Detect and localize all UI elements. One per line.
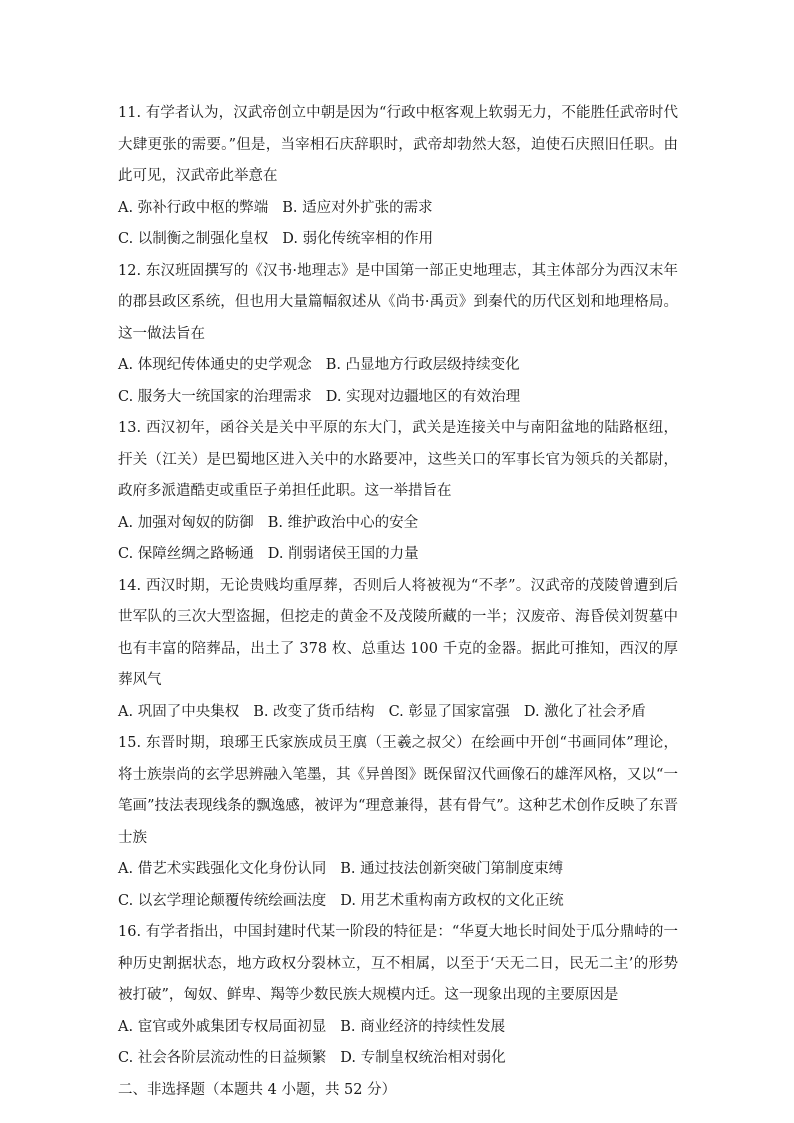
question-stem: 15. 东晋时期，琅琊王氏家族成员王廙（王羲之叔父）在绘画中开创“书画同体”理论，将士族崇尚的玄学思辨融入笔墨，其《异兽图》既保留汉代画像石的雄浑风格，又以“一笔画”技法表现线条的飘逸感，被评为“理意兼得，甚有骨气”。这种艺术创作反映了东晋士族 <box>118 735 678 846</box>
option-d: D. 削弱诸侯王国的力量 <box>267 546 419 562</box>
option-b: B. 改变了货币结构 <box>253 703 375 720</box>
question-stem: 13. 西汉初年，函谷关是关中平原的东大门，武关是连接关中与南阳盆地的陆路枢纽，扞关（江关）是巴蜀地区进入关中的水路要冲，这些关口的军事长官为领兵的关都尉，政府多派遣酷吏或重臣子弟担任此职。这一举措旨在 <box>118 420 678 499</box>
question-stem: 11. 有学者认为，汉武帝创立中朝是因为“行政中枢客观上软弱无力，不能胜任武帝时代大肆更张的需要。”但是，当宰相石庆辞职时，武帝却勃然大怒，迫使石庆照旧任职。由此可见，汉武帝此举意在 <box>118 105 678 184</box>
question-15 <box>118 728 678 917</box>
option-d: D. 弱化传统宰相的作用 <box>282 231 434 247</box>
option-b: B. 维护政治中心的安全 <box>267 514 419 531</box>
option-b: B. 通过技法创新突破门第制度束缚 <box>340 861 564 877</box>
option-b: B. 适应对外扩张的需求 <box>282 199 433 216</box>
option-row <box>118 697 678 729</box>
question-stem: 12. 东汉班固撰写的《汉书·地理志》是中国第一部正史地理志，其主体部分为西汉末年的郡县政区系统，但也用大量篇幅叙述从《尚书·禹贡》到秦代的历代区划和地理格局。这一做法旨在 <box>118 262 678 342</box>
option-row <box>118 886 678 918</box>
option-d: D. 实现对边疆地区的有效治理 <box>325 388 521 405</box>
option-row <box>118 1043 678 1075</box>
option-row <box>118 854 678 886</box>
option-c: C. 以玄学理论颠覆传统绘画法度 <box>118 892 327 909</box>
option-b: B. 凸显地方行政层级持续变化 <box>325 357 520 373</box>
option-row <box>118 508 678 540</box>
question-14 <box>118 571 678 729</box>
question-11 <box>118 98 678 256</box>
option-c: C. 以制衡之制强化皇权 <box>118 231 269 247</box>
option-row <box>118 1012 678 1044</box>
question-16 <box>118 917 678 1075</box>
option-d: D. 用艺术重构南方政权的文化正统 <box>340 892 564 909</box>
option-row <box>118 382 678 414</box>
option-d: D. 激化了社会矛盾 <box>523 703 646 720</box>
option-row <box>118 224 678 256</box>
exam-page <box>118 98 678 1106</box>
question-stem: 16. 有学者指出，中国封建时代某一阶段的特征是：“华夏大地长时间处于瓜分鼎峙的一种历史割据状态，地方政权分裂林立，互不相属，以至于‘天无二日，民无二主’的形势被打破”，匈奴、鲜卑、羯等少数民族大规模内迁。这一现象出现的主要原因是 <box>118 924 678 1003</box>
option-a: A. 借艺术实践强化文化身份认同 <box>118 861 327 877</box>
option-a: A. 宦官或外戚集团专权局面初显 <box>118 1018 327 1035</box>
option-a: A. 弥补行政中枢的弊端 <box>118 199 269 216</box>
option-b: B. 商业经济的持续性发展 <box>340 1018 506 1035</box>
option-d: D. 专制皇权统治相对弱化 <box>340 1050 506 1066</box>
option-row <box>118 350 678 382</box>
option-c: C. 彰显了国家富强 <box>388 703 510 720</box>
option-a: A. 体现纪传体通史的史学观念 <box>118 357 312 373</box>
section-heading: 二、非选择题（本题共 4 小题，共 52 分） <box>118 1081 397 1098</box>
option-c: C. 社会各阶层流动性的日益频繁 <box>118 1050 327 1066</box>
option-c: C. 服务大一统国家的治理需求 <box>118 388 312 405</box>
question-13 <box>118 413 678 571</box>
option-a: A. 加强对匈奴的防御 <box>118 514 254 531</box>
option-a: A. 巩固了中央集权 <box>118 703 240 720</box>
option-row <box>118 193 678 225</box>
option-c: C. 保障丝绸之路畅通 <box>118 546 254 562</box>
question-stem: 14. 西汉时期，无论贵贱均重厚葬，否则后人将被视为“不孝”。汉武帝的茂陵曾遭到后世军队的三次大型盗掘，但挖走的黄金不及茂陵所藏的一半；汉废帝、海昏侯刘贺墓中也有丰富的陪葬品，出土了 378 枚、总重达 100 千克的金器。据此可推知，西汉的厚葬风气 <box>118 577 678 688</box>
question-12 <box>118 256 678 414</box>
option-row <box>118 539 678 571</box>
